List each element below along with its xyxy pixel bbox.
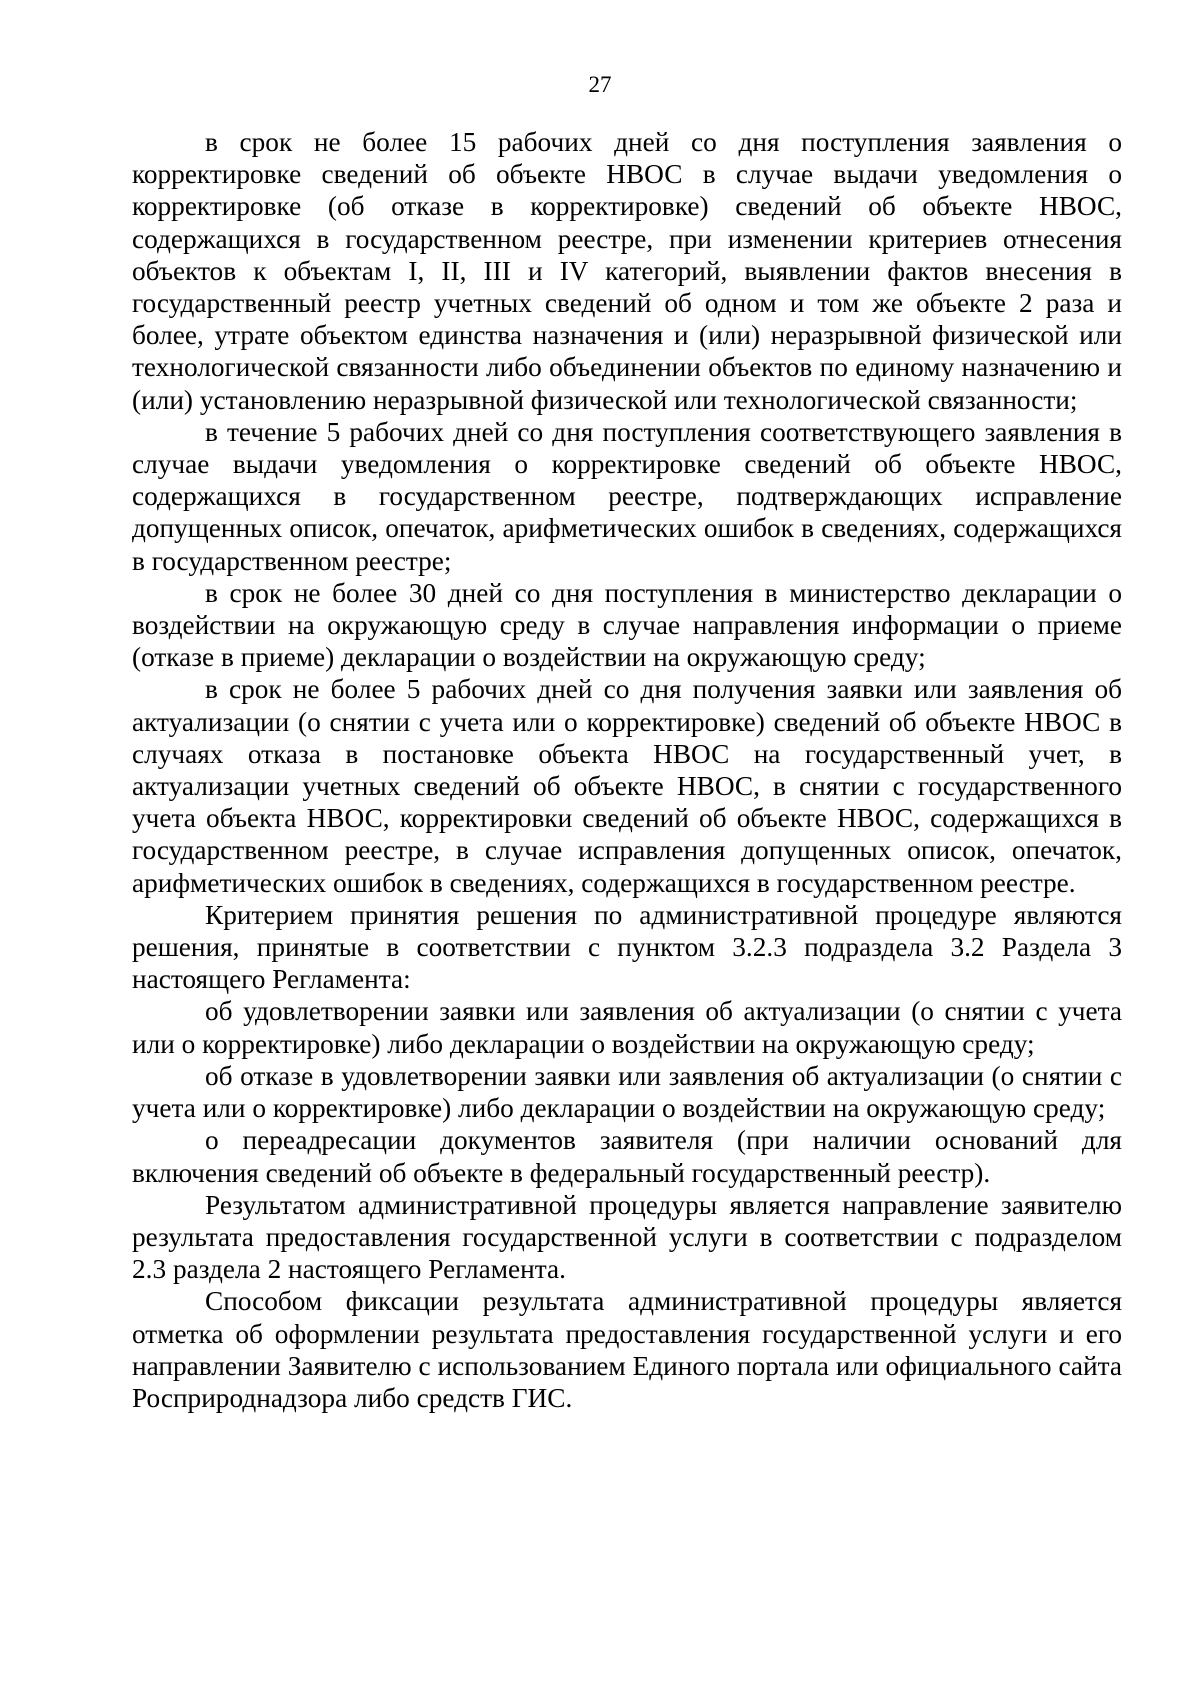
paragraph-result-fixation: Способом фиксации результата административной процедуры является отметка об оформлении результата предоставления государственной услуги и его направлении Заявителю с использованием Единого портала или официального сайта Росприроднадзора либо средств ГИС. — [132, 1286, 1122, 1413]
paragraph-deadline-correction: в срок не более 15 рабочих дней со дня поступления заявления о корректировке сведений об объекте НВОС в случае выдачи уведомления о корректировке (об отказе в корректировке) сведений об объекте НВОС, содержащихся в государственном реестре, при изменении критериев отнесения объектов к объектам I, II, III и IV категорий, выявлении фактов внесения в государственный реестр учетных сведений об одном и том же объекте 2 раза и более, утрате объектом единства назначения и (или) неразрывной физической или технологической связанности либо объединении объектов по единому назначению и (или) установлению неразрывной физической или технологической связанности; — [132, 127, 1122, 415]
paragraph-deadline-refusal: в срок не более 5 рабочих дней со дня получения заявки или заявления об актуализации (о снятии с учета или о корректировке) сведений об объекте НВОС в случаях отказа в постановке объекта НВОС на государственный учет, в актуализации учетных сведений об объекте НВОС, в снятии с государственного учета объекта НВОС, корректировки сведений об объекте НВОС, содержащихся в государственном реестре, в случае исправления допущенных описок, опечаток, арифметических ошибок в сведениях, содержащихся в государственном реестре. — [132, 674, 1122, 898]
paragraph-deadline-declaration: в срок не более 30 дней со дня поступления в министерство декларации о воздействии на окружающую среду в случае направления информации о приеме (отказе в приеме) декларации о воздействии на окружающую среду; — [132, 577, 1122, 673]
paragraph-decision-redirect: о переадресации документов заявителя (при наличии оснований для включения сведений об объекте в федеральный государственный реестр). — [132, 1125, 1122, 1188]
page-number: 27 — [588, 72, 612, 97]
paragraph-procedure-result: Результатом административной процедуры является направление заявителю результата предоставления государственной услуги в соответствии с подразделом 2.3 раздела 2 настоящего Регламента. — [132, 1189, 1122, 1285]
paragraph-deadline-typo-fix: в течение 5 рабочих дней со дня поступления соответствующего заявления в случае выдачи уведомления о корректировке сведений об объекте НВОС, содержащихся в государственном реестре, подтверждающих исправление допущенных описок, опечаток, арифметических ошибок в сведениях, содержащихся в государственном реестре; — [132, 416, 1122, 576]
document-body — [132, 126, 1122, 1414]
paragraph-decision-approve: об удовлетворении заявки или заявления об актуализации (о снятии с учета или о корректировке) либо декларации о воздействии на окружающую среду; — [132, 996, 1122, 1059]
paragraph-decision-criterion: Критерием принятия решения по административной процедуре являются решения, принятые в соответствии с пунктом 3.2.3 подраздела 3.2 Раздела 3 настоящего Регламента: — [132, 899, 1122, 995]
paragraph-decision-refuse: об отказе в удовлетворении заявки или заявления об актуализации (о снятии с учета или о корректировке) либо декларации о воздействии на окружающую среду; — [132, 1060, 1122, 1124]
